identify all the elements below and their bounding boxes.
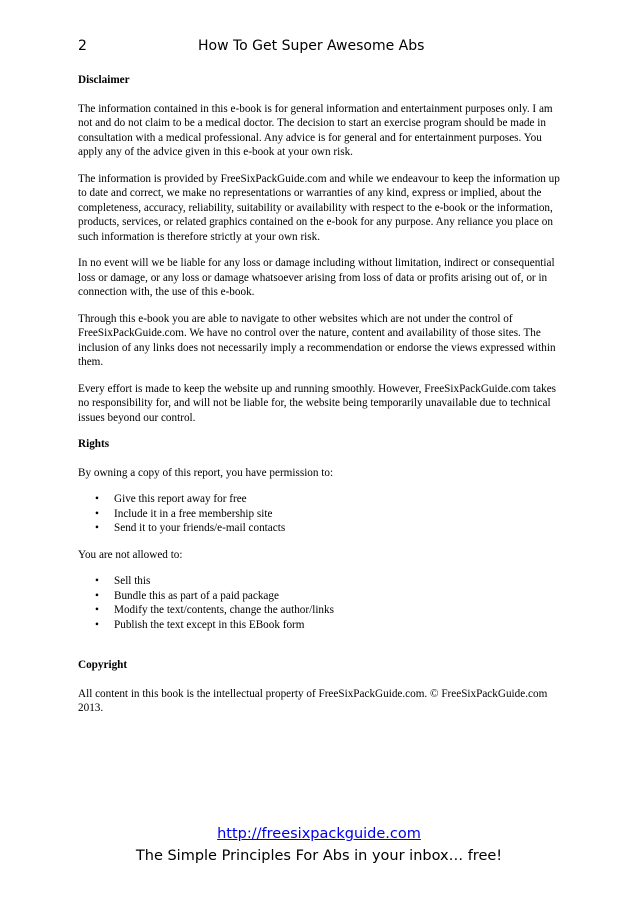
copyright-heading: Copyright [78,659,128,671]
disclaimer-paragraph: Through this e-book you are able to navigate to other websites which are not under the control of FreeSixPackGuide.com. We have no control over the nature, content and availability of those sites. The inclusion of any links does not necessarily imply a recommendation or endorse the views expressed within them. [78,312,556,368]
list-item: • Publish the text except in this EBook form [114,618,562,633]
disclaimer-paragraph: Every effort is made to keep the website up and running smoothly. However, FreeSixPackGuide.com takes no responsibility for, and will not be liable for, the website being temporarily unavailable due to technical issues beyond our control. [78,382,557,424]
list-item: • Send it to your friends/e-mail contacts [114,521,562,536]
not-allowed-intro: You are not allowed to: [78,548,183,561]
disclaimer-paragraph: The information contained in this e-book is for general information and entertainment purposes only. I am not and do not claim to be a medical doctor. The decision to start an exercise program should be made in consultation with a medical professional. Any advice is for general and for entertainment purposes. You apply any of the advice given in this e-book at your own risk. [78,102,553,158]
disclaimer-heading: Disclaimer [78,74,130,86]
document-body [78,73,562,728]
rights-heading: Rights [78,438,110,450]
disclaimer-paragraph: The information is provided by FreeSixPackGuide.com and while we endeavour to keep the information up to date and correct, we make no representations or warranties of any kind, express or implied, about the completeness, accuracy, reliability, suitability or availability with respect to the e-book or the information, products, services, or related graphics contained on the e-book for any purpose. Any reliance you place on such information is therefore strictly at your own risk. [78,172,560,243]
footer-tagline: The Simple Principles For Abs in your inbox… free! [135,848,503,864]
page-header [78,38,560,58]
page-title: How To Get Super Awesome Abs [198,38,425,54]
rights-intro: By owning a copy of this report, you have permission to: [78,466,334,479]
page-number: 2 [78,38,87,54]
not-allowed-list [78,574,562,632]
disclaimer-paragraph: In no event will we be liable for any loss or damage including without limitation, indirect or consequential loss or damage, or any loss or damage whatsoever arising from loss of data or profits arising out of, or in connection with, the use of this e-book. [78,257,555,298]
list-item: • Sell this [114,574,562,589]
copyright-text: All content in this book is the intellectual property of FreeSixPackGuide.com. © FreeSixPackGuide.com 2013. [78,687,548,714]
list-item: • Include it in a free membership site [114,507,562,522]
allowed-list [78,492,562,536]
footer-link[interactable]: http://freesixpackguide.com [217,826,421,842]
list-item: • Bundle this as part of a paid package [114,589,562,604]
list-item: • Modify the text/contents, change the author/links [114,603,562,618]
list-item: • Give this report away for free [114,492,562,507]
